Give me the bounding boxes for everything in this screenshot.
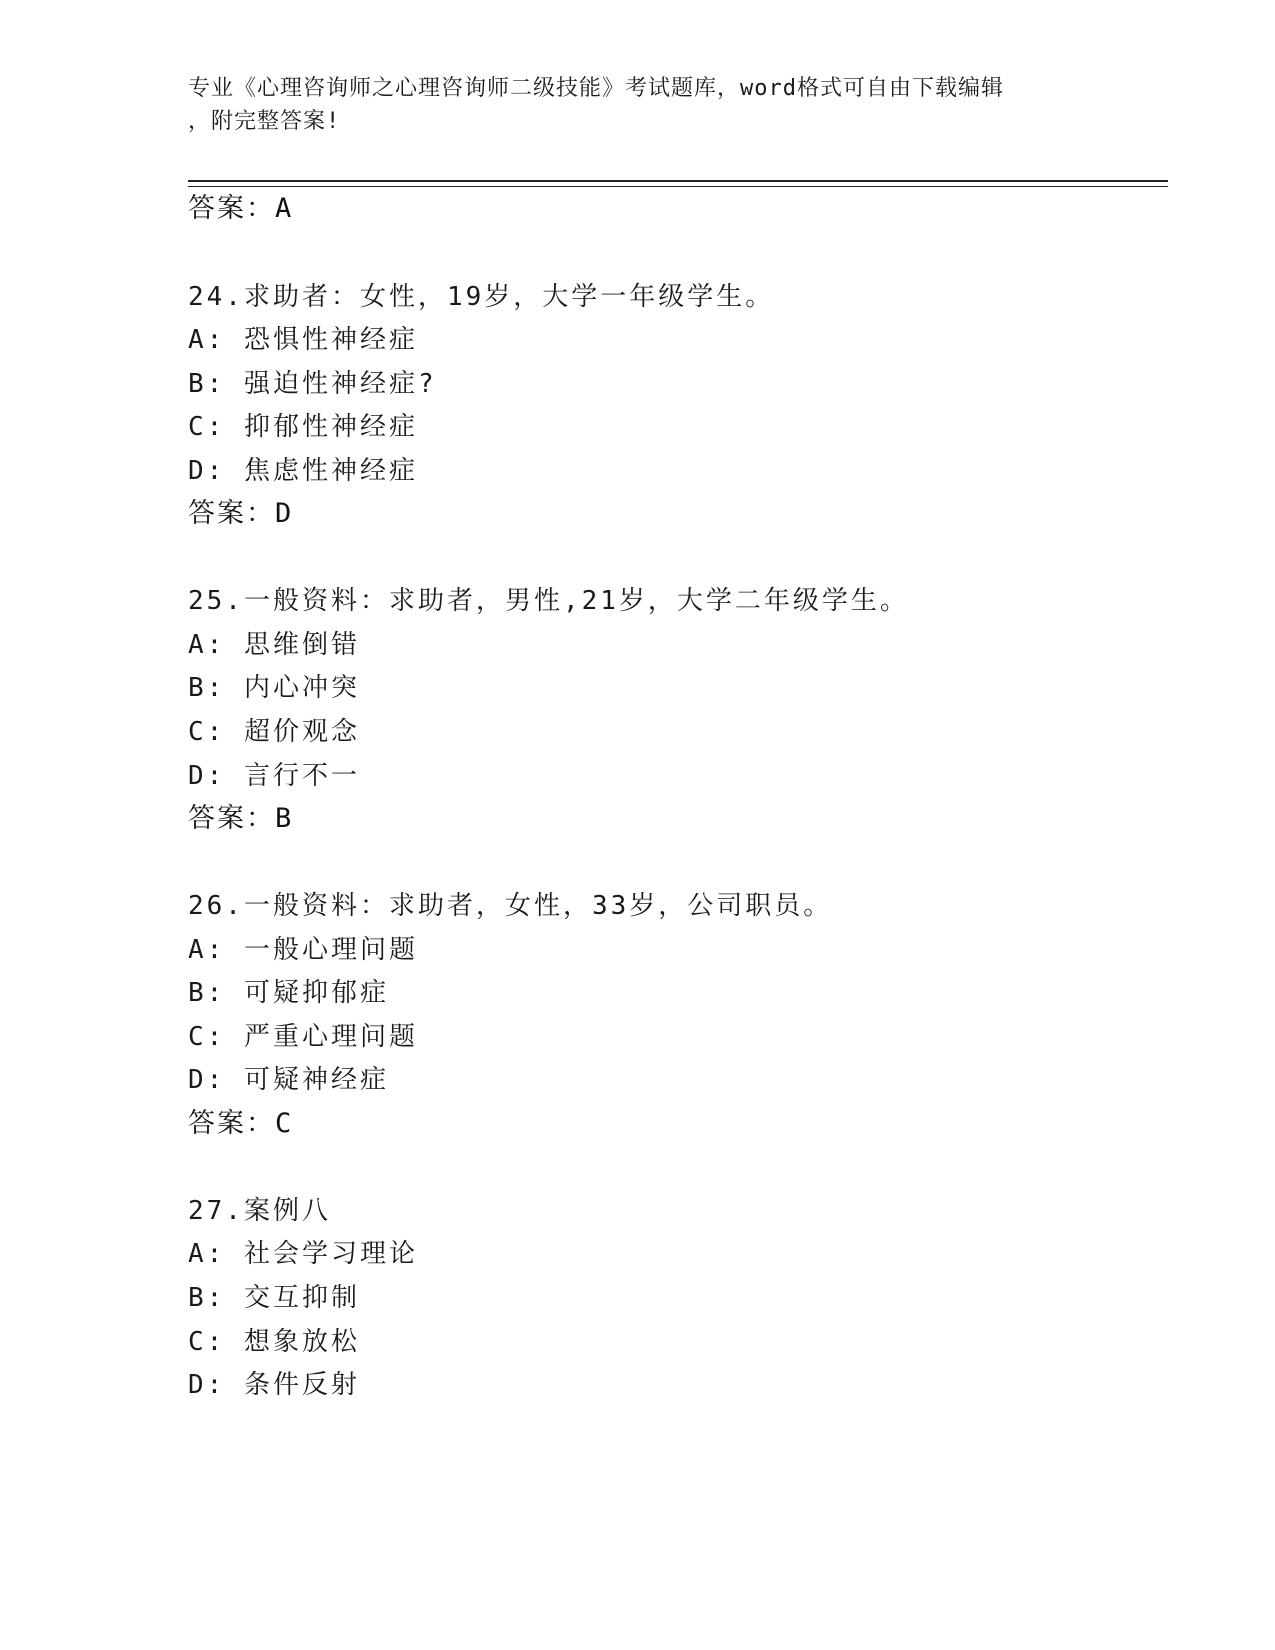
question-26-option-a: A: 一般心理问题: [188, 935, 418, 965]
question-24-option-b: B: 强迫性神经症?: [188, 369, 437, 399]
header-rule-thick: [188, 180, 1168, 182]
question-27-option-b: B: 交互抑制: [188, 1283, 360, 1313]
question-26-option-c: C: 严重心理问题: [188, 1022, 418, 1052]
answer-25: [188, 802, 293, 836]
answer-letter: A: [275, 193, 294, 224]
answer-letter: B: [275, 803, 294, 834]
question-25-option-c: C: 超价观念: [188, 717, 360, 747]
question-25-option-d: D: 言行不一: [188, 761, 360, 791]
header-line-1: 专业《心理咨询师之心理咨询师二级技能》考试题库，word格式可自由下载编辑: [188, 76, 1004, 101]
question-26-stem: 26.一般资料：求助者，女性，33岁，公司职员。: [188, 891, 833, 921]
answer-prefix: 答案：: [188, 193, 275, 224]
question-25-option-b: B: 内心冲突: [188, 673, 360, 703]
question-25-stem: 25.一般资料：求助者，男性,21岁，大学二年级学生。: [188, 586, 909, 616]
document-header: [188, 72, 1088, 138]
question-27-option-a: A: 社会学习理论: [188, 1239, 418, 1269]
header-line-2: ，附完整答案!: [188, 109, 341, 134]
answer-letter: C: [275, 1108, 294, 1139]
question-24-option-d: D: 焦虑性神经症: [188, 456, 418, 486]
answer-letter: D: [275, 498, 294, 529]
answer-prefix: 答案：: [188, 1108, 275, 1139]
question-25-option-a: A: 思维倒错: [188, 630, 360, 660]
answer-prefix: 答案：: [188, 498, 275, 529]
question-27-option-c: C: 想象放松: [188, 1327, 360, 1357]
question-24-option-a: A: 恐惧性神经症: [188, 325, 418, 355]
answer-23: [188, 192, 293, 226]
question-27-stem: 27.案例八: [188, 1196, 331, 1226]
question-27-option-d: D: 条件反射: [188, 1370, 360, 1400]
question-24-option-c: C: 抑郁性神经症: [188, 412, 418, 442]
question-24-stem: 24.求助者：女性，19岁，大学一年级学生。: [188, 282, 775, 312]
header-rule-thin: [188, 186, 1168, 187]
question-26-option-d: D: 可疑神经症: [188, 1065, 389, 1095]
answer-26: [188, 1107, 293, 1141]
question-26-option-b: B: 可疑抑郁症: [188, 978, 389, 1008]
answer-24: [188, 497, 293, 531]
answer-prefix: 答案：: [188, 803, 275, 834]
